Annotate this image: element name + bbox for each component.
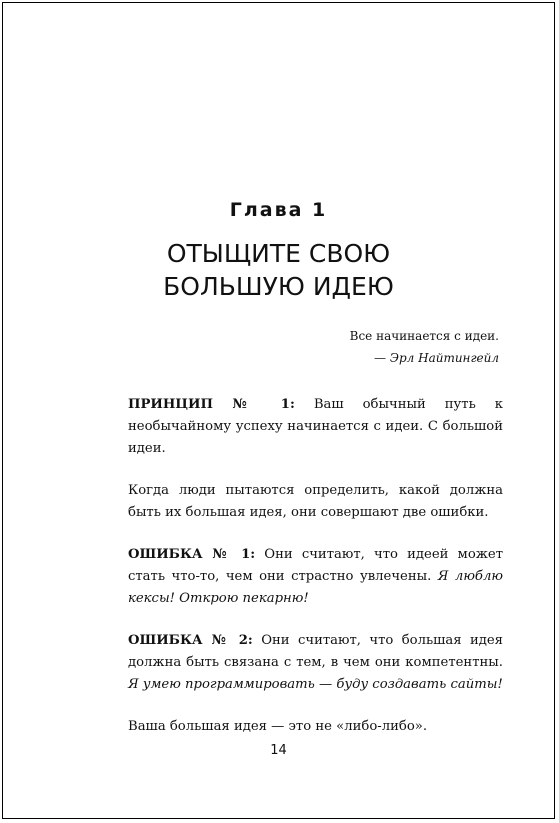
chapter-title bbox=[3, 237, 554, 303]
paragraph-two-mistakes-text: Когда люди пытаются определить, какой должна быть их большая идея, они совершают две ошибки. bbox=[128, 483, 503, 520]
body-text bbox=[128, 394, 503, 758]
paragraph-mistake-2-text: Они считают, что большая идея должна быть связана с тем, в чем они компетентны. bbox=[128, 633, 503, 670]
paragraph-conclusion-text: Ваша большая идея — это не «либо-либо». bbox=[128, 719, 428, 734]
paragraph-mistake-1-lead: ОШИБКА № 1: bbox=[128, 547, 256, 562]
epigraph bbox=[350, 325, 499, 369]
epigraph-author: — Эрл Найтингейл bbox=[373, 351, 499, 365]
paragraph-mistake-2 bbox=[128, 630, 503, 696]
page-number: 14 bbox=[270, 743, 287, 758]
paragraph-mistake-2-lead: ОШИБКА № 2: bbox=[128, 633, 253, 648]
paragraph-mistake-1-example: Я люблю кексы! Открою пекарню! bbox=[128, 569, 503, 606]
chapter-label: Глава 1 bbox=[229, 199, 328, 221]
chapter-title-line-1: ОТЫЩИТЕ СВОЮ bbox=[166, 239, 391, 268]
paragraph-principle-1-lead: ПРИНЦИП № 1: bbox=[128, 397, 295, 412]
paragraph-mistake-2-example: Я умею программировать — буду создавать сайты! bbox=[128, 677, 503, 692]
paragraph-principle-1-text: Ваш обычный путь к необычайному успеху начинается с идеи. С большой идеи. bbox=[128, 397, 503, 456]
paragraph-conclusion bbox=[128, 716, 503, 738]
paragraph-principle-1 bbox=[128, 394, 503, 460]
paragraph-mistake-1 bbox=[128, 544, 503, 610]
epigraph-quote: Все начинается с идеи. bbox=[349, 329, 499, 343]
chapter-title-line-2: БОЛЬШУЮ ИДЕЮ bbox=[163, 272, 394, 301]
paragraph-mistake-1-text: Они считают, что идеей может стать что-то, чем они страстно увлечены. bbox=[128, 547, 503, 584]
paragraph-two-mistakes bbox=[128, 480, 503, 524]
book-page bbox=[2, 2, 555, 819]
